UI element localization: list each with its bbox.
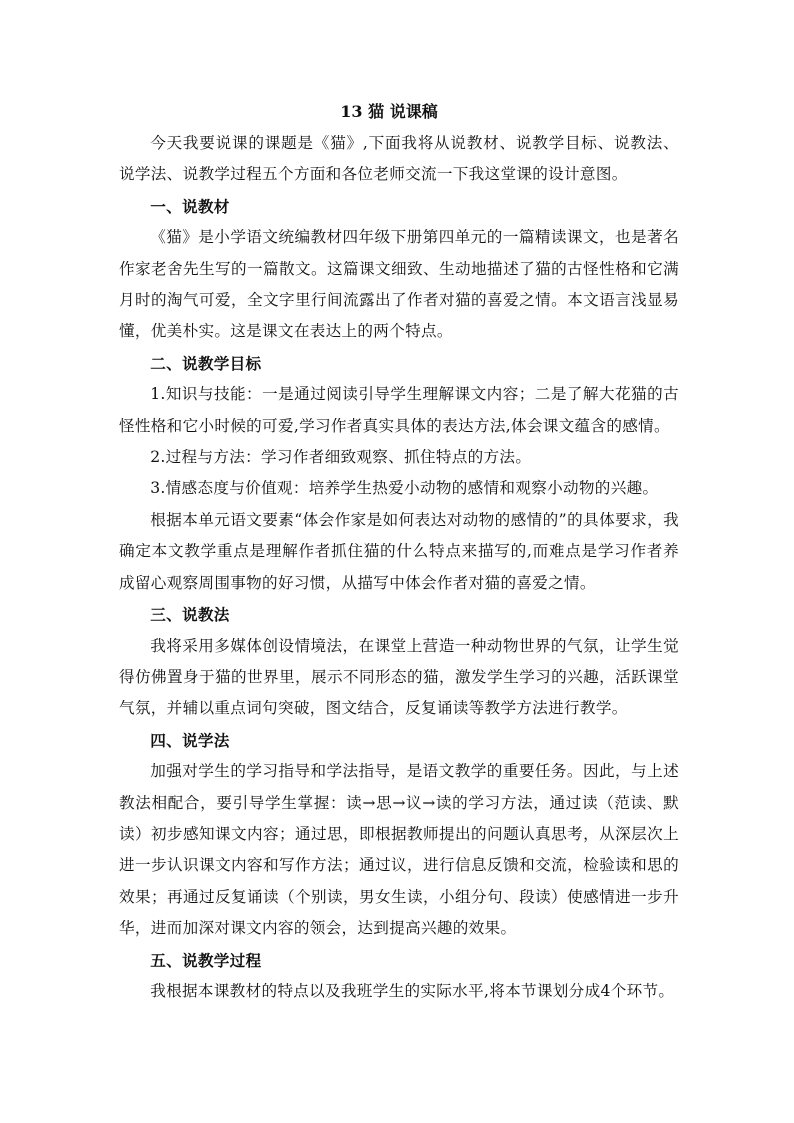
teaching-method-paragraph: 我将采用多媒体创设情境法，在课堂上营造一种动物世界的气氛，让学生觉得仿佛置身于猫的世界里，展示不同形态的猫，激发学生学习的兴趣，活跃课堂气氛，并辅以重点词句突破，图文结合，反复诵读等教学方法进行教学。 [119,636,679,718]
goal-emotion-values: 3.情感态度与价值观：培养学生热爱小动物的感情和观察小动物的兴趣。 [150,479,659,498]
section-heading-teaching-method: 三、说教法 [150,605,230,625]
goal-knowledge-skills: 1.知识与技能：一是通过阅读引导学生理解课文内容；二是了解大花猫的古怪性格和它小时候的可爱,学习作者真实具体的表达方法,体会课文蕴含的感情。 [119,385,679,435]
section-heading-learning-method: 四、说学法 [150,730,230,750]
section-heading-goals: 二、说教学目标 [150,353,262,373]
section-heading-process: 五、说教学过程 [150,950,262,970]
textbook-paragraph: 《猫》是小学语文统编教材四年级下册第四单元的一篇精读课文，也是著名作家老舍先生写的一篇散文。这篇课文细致、生动地描述了猫的古怪性格和它满月时的淘气可爱，全文字里行间流露出了作者对猫的喜爱之情。本文语言浅显易懂，优美朴实。这是课文在表达上的两个特点。 [119,228,679,341]
intro-paragraph: 今天我要说课的课题是《猫》,下面我将从说教材、说教学目标、说教法、说学法、说教学过程五个方面和各位老师交流一下我这堂课的设计意图。 [119,134,679,184]
section-heading-textbook: 一、说教材 [150,196,230,216]
key-difficulty-paragraph: 根据本单元语文要素“体会作家是如何表达对动物的感情的”的具体要求，我确定本文教学重点是理解作者抓住猫的什么特点来描写的,而难点是学习作者养成留心观察周围事物的好习惯，从描写中体会作者对猫的喜爱之情。 [119,510,679,592]
learning-method-paragraph: 加强对学生的学习指导和学法指导，是语文教学的重要任务。因此，与上述教法相配合，要引导学生掌握：读→思→议→读的学习方法，通过读（范读、默读）初步感知课文内容；通过思，即根据教师提出的问题认真思考，从深层次上进一步认识课文内容和写作方法；通过议，进行信息反馈和交流，检验读和思的效果；再通过反复诵读（个别读，男女生读，小组分句、段读）使感情进一步升华，进而加深对课文内容的领会，达到提高兴趣的效果。 [119,762,679,938]
document-page [119,96,679,1007]
document-title: 13 猫 说课稿 [340,102,438,121]
process-paragraph: 我根据本课教材的特点以及我班学生的实际水平,将本节课划分成4个环节。 [150,981,675,1000]
goal-process-method: 2.过程与方法：学习作者细致观察、抓住特点的方法。 [150,448,532,467]
